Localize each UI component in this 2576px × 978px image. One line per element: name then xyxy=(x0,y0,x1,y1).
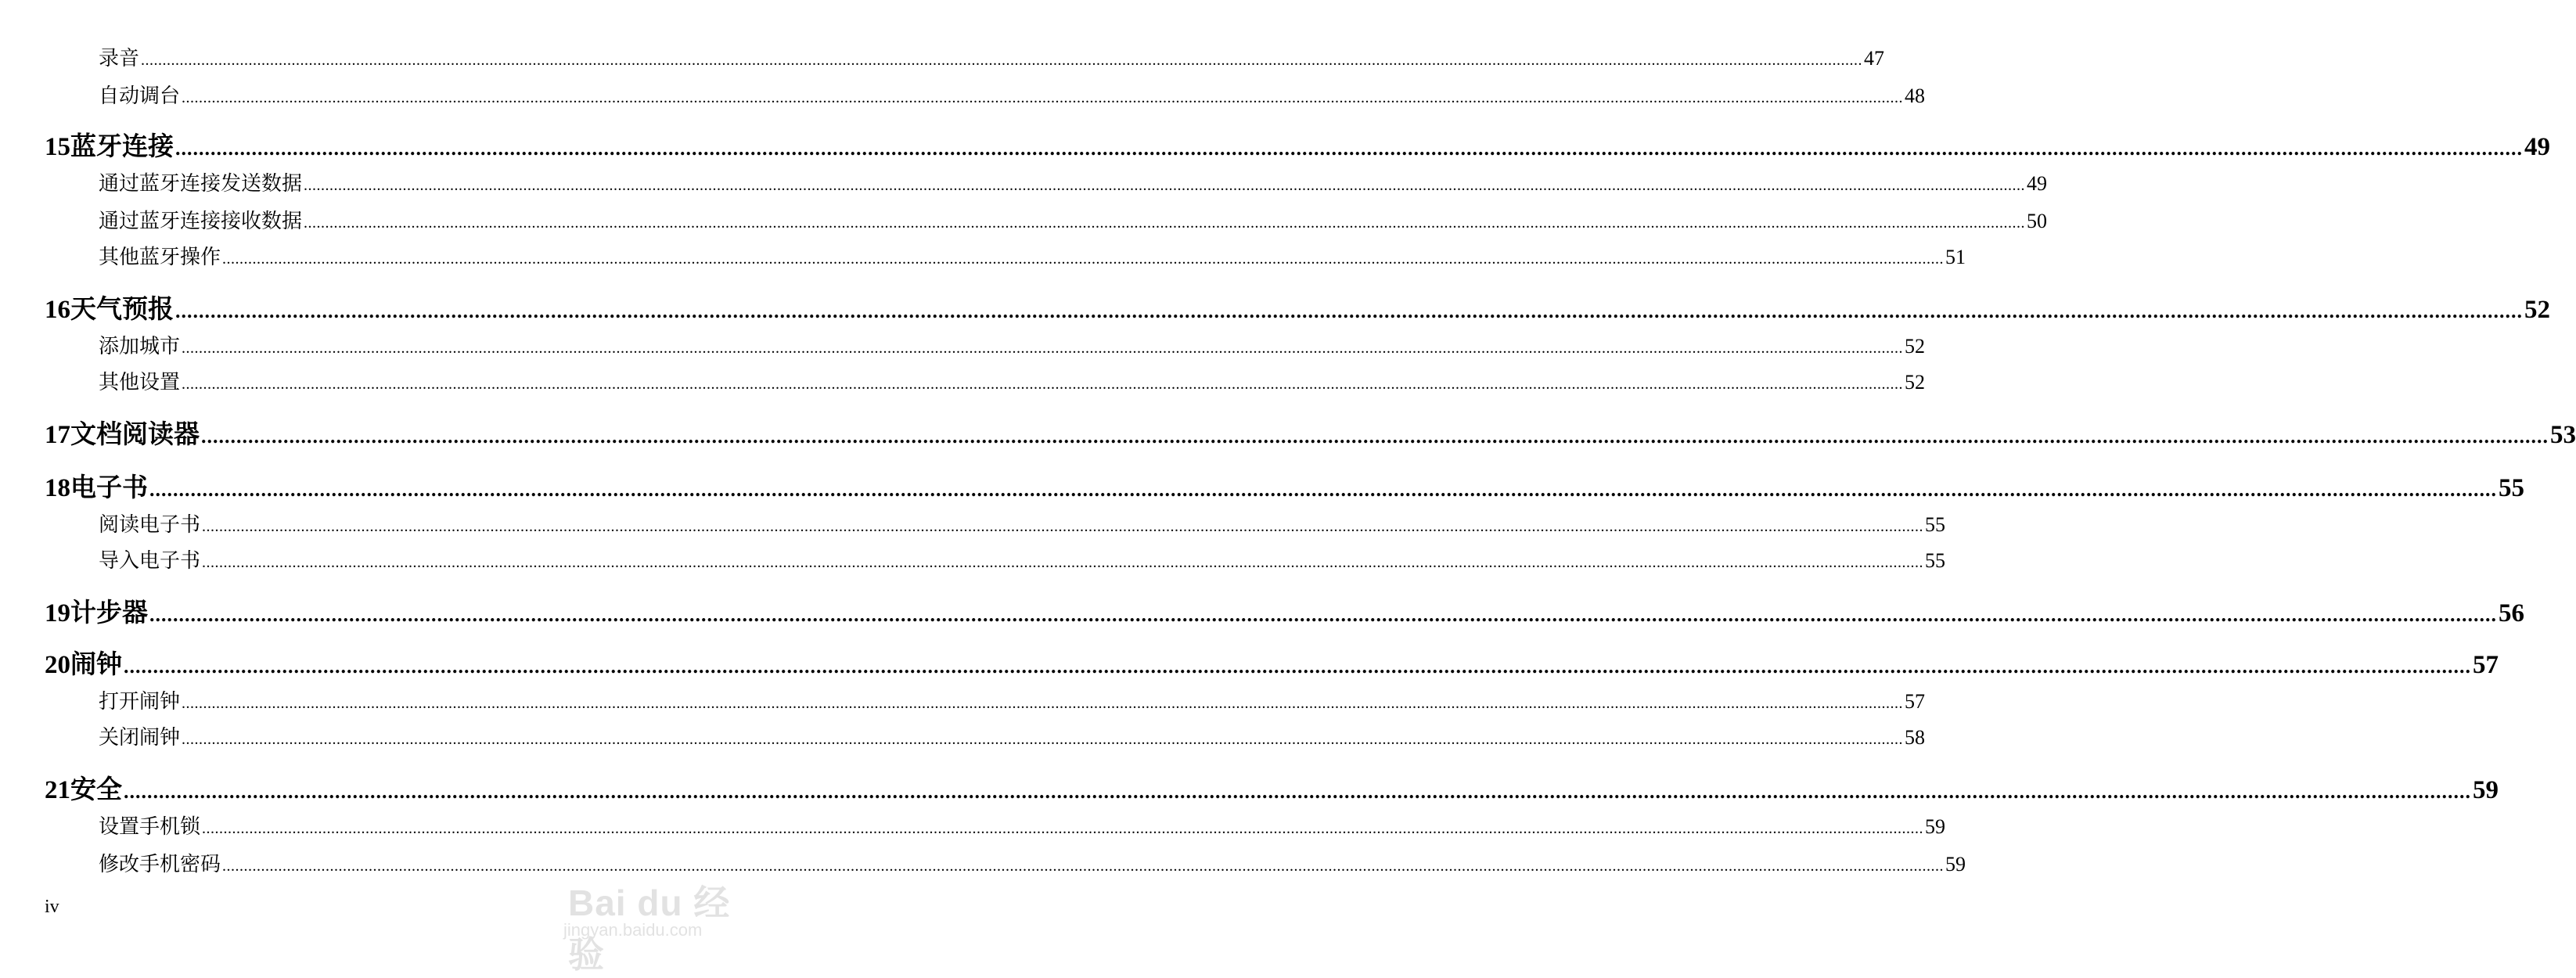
toc-chapter-number: 18 xyxy=(45,474,70,502)
toc-page-number: 51 xyxy=(1945,246,1966,268)
toc-page-number: 58 xyxy=(1905,726,1926,749)
toc-chapter-entry[interactable] xyxy=(0,293,2550,326)
dot-leader: ................................................................................................................................................................................................................................................................................................................................................................................................................ xyxy=(182,340,1904,357)
dot-leader: ................................................................................................................................................................................................................................................................................................................................................................................................................ xyxy=(202,820,1924,837)
watermark-url: jingyan.baidu.com xyxy=(563,920,703,940)
toc-page-number: 52 xyxy=(2524,296,2550,324)
toc-entry-title: 通过蓝牙连接发送数据 xyxy=(99,172,303,196)
toc-entry-title: 设置手机锁 xyxy=(99,815,201,839)
toc-page-number: 55 xyxy=(1925,549,1946,572)
dot-leader: ................................................................................................................................................................................................................................................................................................................................................................................................................ xyxy=(201,425,2549,448)
toc-section-entry[interactable] xyxy=(0,549,1946,574)
toc-entry-title: 自动调台 xyxy=(99,84,181,108)
toc-entry-title: 打开闹钟 xyxy=(99,690,181,714)
toc-page-number: 57 xyxy=(1905,690,1926,713)
toc-section-entry[interactable] xyxy=(0,210,2048,235)
toc-chapter-entry[interactable] xyxy=(0,472,2524,505)
toc-chapter-entry[interactable] xyxy=(0,649,2499,681)
toc-entry-title: 添加城市 xyxy=(99,335,181,358)
toc-section-entry[interactable] xyxy=(0,84,1926,110)
dot-leader: ................................................................................................................................................................................................................................................................................................................................................................................................................ xyxy=(182,376,1904,393)
toc-entry-title: 闹钟 xyxy=(70,649,122,679)
toc-page-number: 59 xyxy=(1925,815,1946,838)
dot-leader: ................................................................................................................................................................................................................................................................................................................................................................................................................ xyxy=(182,731,1904,748)
toc-section-entry[interactable] xyxy=(0,371,1926,396)
toc-entry-title: 计步器 xyxy=(70,597,148,627)
toc-chapter-number: 17 xyxy=(45,421,70,449)
toc-entry-title: 阅读电子书 xyxy=(99,513,201,537)
toc-section-entry[interactable] xyxy=(0,815,1946,840)
toc-entry-title: 导入电子书 xyxy=(99,549,201,573)
toc-section-entry[interactable] xyxy=(0,47,1885,72)
dot-leader: ................................................................................................................................................................................................................................................................................................................................................................................................................ xyxy=(304,214,2026,232)
toc-chapter-entry[interactable] xyxy=(0,131,2550,164)
toc-section-entry[interactable] xyxy=(0,513,1946,538)
toc-page-number: 52 xyxy=(1905,371,1926,394)
dot-leader: ................................................................................................................................................................................................................................................................................................................................................................................................................ xyxy=(222,858,1945,875)
dot-leader: ................................................................................................................................................................................................................................................................................................................................................................................................................ xyxy=(149,478,2497,501)
toc-page-number: 55 xyxy=(2499,474,2524,502)
watermark-brand: Bai du 经验 xyxy=(568,883,731,975)
toc-entry-title: 电子书 xyxy=(70,472,148,502)
toc-page-number: 47 xyxy=(1864,47,1885,70)
toc-page-number: 52 xyxy=(1905,335,1926,358)
toc-page-number: 55 xyxy=(1925,513,1946,536)
toc-page-number: 59 xyxy=(1945,853,1966,876)
baidu-jingyan-watermark xyxy=(563,875,759,975)
toc-page-number: 57 xyxy=(2473,651,2499,679)
toc-chapter-number: 16 xyxy=(45,296,70,324)
toc-entry-title: 关闭闹钟 xyxy=(99,726,181,750)
toc-chapter-entry[interactable] xyxy=(0,774,2499,807)
toc-page-number: 56 xyxy=(2499,599,2524,627)
toc-chapter-number: 19 xyxy=(45,599,70,627)
toc-chapter-number: 20 xyxy=(45,651,70,679)
dot-leader: ................................................................................................................................................................................................................................................................................................................................................................................................................ xyxy=(182,89,1904,106)
page-number-footer: iv xyxy=(45,897,59,917)
dot-leader: ................................................................................................................................................................................................................................................................................................................................................................................................................ xyxy=(149,603,2497,626)
toc-page-number: 50 xyxy=(2027,210,2048,232)
toc-entry-title: 文档阅读器 xyxy=(70,419,200,449)
toc-entry-title: 天气预报 xyxy=(70,293,174,324)
dot-leader: ................................................................................................................................................................................................................................................................................................................................................................................................................ xyxy=(222,250,1945,268)
toc-section-entry[interactable] xyxy=(0,335,1926,360)
toc-section-entry[interactable] xyxy=(0,246,1966,271)
toc-page-number: 48 xyxy=(1905,84,1926,107)
toc-chapter-entry[interactable] xyxy=(0,597,2524,630)
toc-entry-title: 修改手机密码 xyxy=(99,853,221,876)
dot-leader: ................................................................................................................................................................................................................................................................................................................................................................................................................ xyxy=(141,52,1863,69)
toc-entry-title: 其他设置 xyxy=(99,371,181,394)
dot-leader: ................................................................................................................................................................................................................................................................................................................................................................................................................ xyxy=(182,695,1904,712)
dot-leader: ................................................................................................................................................................................................................................................................................................................................................................................................................ xyxy=(124,780,2471,803)
toc-entry-title: 蓝牙连接 xyxy=(70,131,174,161)
toc-chapter-number: 21 xyxy=(45,776,70,804)
toc-section-entry[interactable] xyxy=(0,172,2048,197)
toc-chapter-number: 15 xyxy=(45,133,70,161)
toc-entry-title: 其他蓝牙操作 xyxy=(99,246,221,269)
toc-entry-title: 录音 xyxy=(99,47,140,70)
toc-entry-title: 安全 xyxy=(70,774,122,804)
dot-leader: ................................................................................................................................................................................................................................................................................................................................................................................................................ xyxy=(202,554,1924,571)
toc-section-entry[interactable] xyxy=(0,690,1926,715)
dot-leader: ................................................................................................................................................................................................................................................................................................................................................................................................................ xyxy=(175,300,2523,322)
dot-leader: ................................................................................................................................................................................................................................................................................................................................................................................................................ xyxy=(202,518,1924,535)
toc-page-number: 53 xyxy=(2550,421,2576,449)
toc-page-number: 49 xyxy=(2524,133,2550,161)
toc-page-number: 49 xyxy=(2027,172,2048,195)
dot-leader: ................................................................................................................................................................................................................................................................................................................................................................................................................ xyxy=(124,655,2471,678)
dot-leader: ................................................................................................................................................................................................................................................................................................................................................................................................................ xyxy=(175,137,2523,160)
toc-chapter-entry[interactable] xyxy=(0,419,2576,451)
toc-page-number: 59 xyxy=(2473,776,2499,804)
toc-section-entry[interactable] xyxy=(0,726,1926,751)
toc-entry-title: 通过蓝牙连接接收数据 xyxy=(99,210,303,233)
dot-leader: ................................................................................................................................................................................................................................................................................................................................................................................................................ xyxy=(304,177,2026,194)
